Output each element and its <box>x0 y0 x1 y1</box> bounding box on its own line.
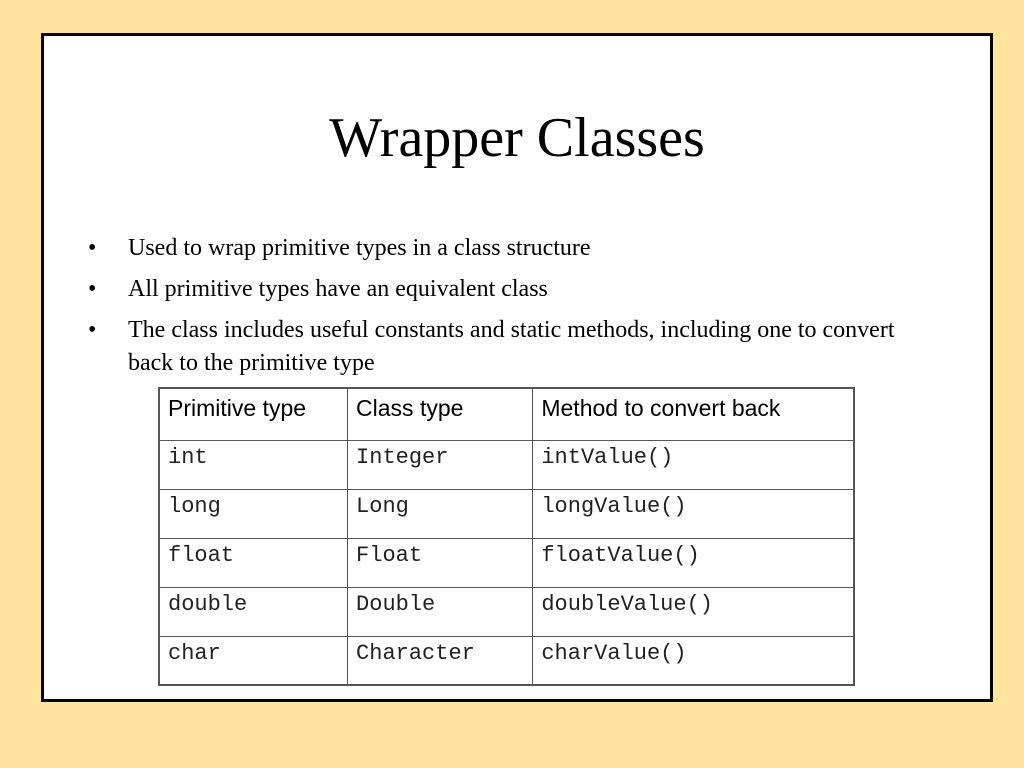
table-header-row <box>159 388 854 440</box>
cell-primitive: int <box>159 440 348 489</box>
bullet-text: Used to wrap primitive types in a class structure <box>128 235 591 261</box>
wrapper-class-table <box>158 387 855 686</box>
table-row <box>159 489 854 538</box>
bullet-icon: • <box>88 276 97 302</box>
cell-method: longValue() <box>533 489 854 538</box>
bullet-text: The class includes useful constants and static methods, including one to convert back to the primitive type <box>128 317 895 376</box>
table-row <box>159 587 854 636</box>
bullet-item <box>88 314 928 380</box>
cell-class: Float <box>348 538 533 587</box>
bullet-icon: • <box>88 235 97 261</box>
cell-method: floatValue() <box>533 538 854 587</box>
bullet-item <box>88 273 928 306</box>
bullet-list <box>88 232 928 388</box>
cell-class: Double <box>348 587 533 636</box>
table-row <box>159 636 854 685</box>
header-primitive-type: Primitive type <box>159 388 348 440</box>
slide-frame <box>41 33 993 702</box>
cell-class: Long <box>348 489 533 538</box>
cell-primitive: double <box>159 587 348 636</box>
cell-class: Integer <box>348 440 533 489</box>
bullet-item <box>88 232 928 265</box>
header-class-type: Class type <box>348 388 533 440</box>
cell-primitive: long <box>159 489 348 538</box>
bullet-text: All primitive types have an equivalent class <box>128 276 548 302</box>
bullet-icon: • <box>88 317 97 343</box>
table-row <box>159 538 854 587</box>
cell-primitive: float <box>159 538 348 587</box>
cell-method: charValue() <box>533 636 854 685</box>
cell-class: Character <box>348 636 533 685</box>
header-method: Method to convert back <box>533 388 854 440</box>
cell-method: doubleValue() <box>533 587 854 636</box>
slide-title: Wrapper Classes <box>329 107 705 169</box>
table-row <box>159 440 854 489</box>
cell-primitive: char <box>159 636 348 685</box>
cell-method: intValue() <box>533 440 854 489</box>
